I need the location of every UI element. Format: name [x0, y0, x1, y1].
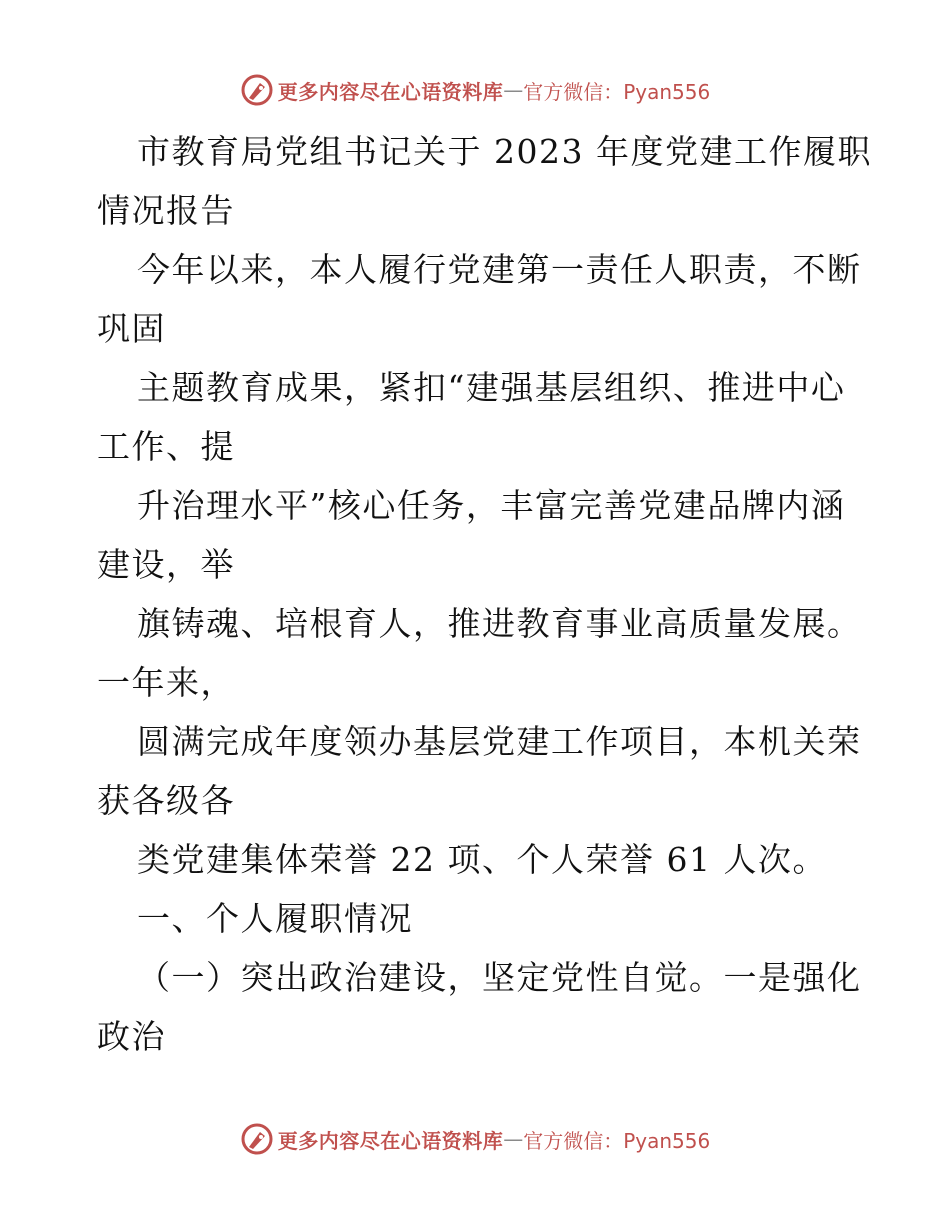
header-watermark-banner — [0, 70, 950, 110]
footer-watermark-banner — [0, 1119, 950, 1159]
document-line: 获各级各 — [97, 781, 235, 820]
document-line: 工作、提 — [97, 427, 235, 466]
watermark-wechat-label: 官方微信：Pyan556 — [523, 79, 711, 104]
document-line: 一年来， — [97, 663, 235, 702]
watermark-main-text: 更多内容尽在心语资料库 — [277, 1128, 504, 1153]
document-line: 情况报告 — [97, 191, 235, 230]
document-line: 类党建集体荣誉 22 项、个人荣誉 61 人次。 — [137, 840, 827, 879]
document-line: 一、个人履职情况 — [137, 899, 413, 938]
document-line: 今年以来，本人履行党建第一责任人职责，不断 — [137, 250, 862, 289]
document-line: 旗铸魂、培根育人，推进教育事业高质量发展。 — [137, 604, 862, 643]
document-line: 建设，举 — [97, 545, 235, 584]
watermark-dash: — — [503, 78, 524, 102]
document-line: 圆满完成年度领办基层党建工作项目，本机关荣 — [137, 722, 862, 761]
document-body — [97, 122, 872, 1066]
pen-nib-seal-icon — [240, 1122, 274, 1156]
watermark-wechat-label: 官方微信：Pyan556 — [523, 1128, 711, 1153]
document-line: 政治 — [97, 1017, 166, 1056]
document-line: （一）突出政治建设，坚定党性自觉。一是强化 — [137, 958, 862, 997]
document-line: 市教育局党组书记关于 2023 年度党建工作履职 — [137, 132, 872, 171]
watermark-main-text: 更多内容尽在心语资料库 — [277, 79, 504, 104]
document-line: 主题教育成果，紧扣“建强基层组织、推进中心 — [137, 368, 846, 407]
document-line: 升治理水平”核心任务，丰富完善党建品牌内涵 — [137, 486, 846, 525]
document-line: 巩固 — [97, 309, 166, 348]
pen-nib-seal-icon — [240, 73, 274, 107]
watermark-dash: — — [503, 1127, 524, 1151]
